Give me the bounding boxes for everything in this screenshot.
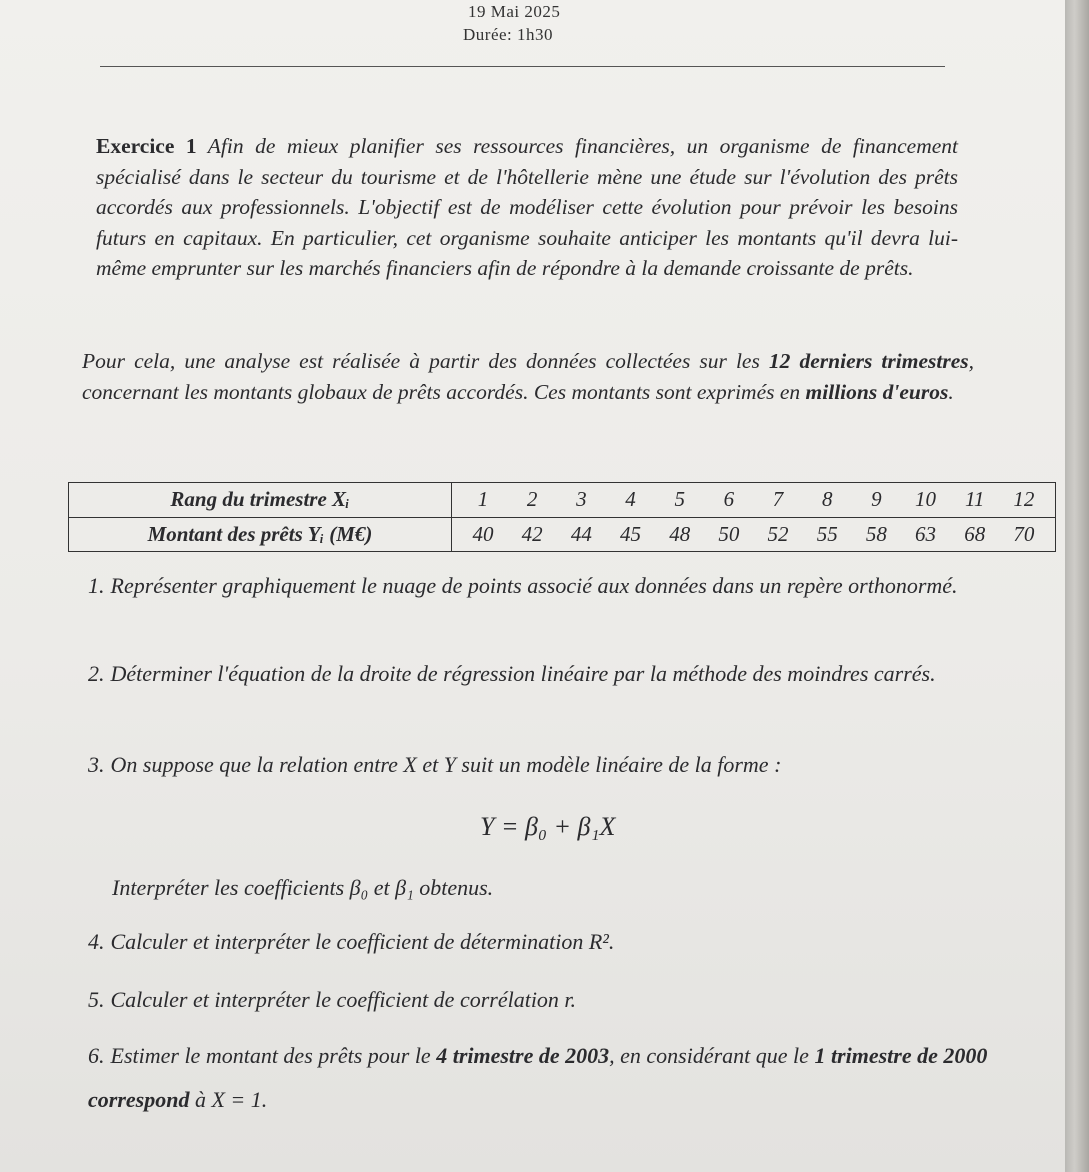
question-6: 6. Estimer le montant des prêts pour le 4 trimestre de 2003, en considérant que le 1 trimestre de 2000 correspond à X = 1. — [88, 1043, 988, 1112]
header-rule — [100, 66, 945, 67]
highlight-12-trimestres: 12 derniers trimestres — [768, 349, 969, 373]
table-row-x — [69, 483, 1056, 518]
y-cell: 48 — [669, 521, 691, 546]
highlight-1-trimestre-2000: 1 trimestre de 2000 correspond — [88, 1043, 988, 1112]
x-cell: 10 — [915, 487, 937, 512]
intro-paragraph-2: Pour cela, une analyse est réalisée à partir des données collectées sur les 12 derniers trimestres, concernant les montants globaux de prêts accordés. Ces montants sont exprimés en millions d'euros. — [82, 349, 974, 404]
question-5: 5. Calculer et interpréter le coefficient de corrélation r. — [88, 987, 577, 1012]
x-cell: 11 — [964, 487, 985, 512]
highlight-millions: millions d'euros — [805, 379, 949, 404]
x-cell: 8 — [821, 487, 833, 512]
question-2: 2. Déterminer l'équation de la droite de régression linéaire par la méthode des moindres carrés. — [88, 661, 936, 686]
y-cell: 50 — [718, 521, 740, 546]
question-3: 3. On suppose que la relation entre X et Y suit un modèle linéaire de la forme : — [88, 752, 782, 777]
table-row-y — [69, 517, 1056, 552]
x-cell: 3 — [576, 487, 587, 512]
y-cell: 63 — [915, 521, 937, 546]
x-cell: 7 — [772, 487, 784, 512]
exam-duration: Durée: 1h30 — [463, 25, 554, 44]
x-cell: 9 — [871, 487, 882, 512]
x-cell: 12 — [1013, 487, 1035, 512]
x-cell: 4 — [625, 487, 636, 512]
y-cell: 55 — [816, 521, 838, 546]
highlight-4-trimestre-2003: 4 trimestre de 2003 — [436, 1043, 610, 1068]
x-cell: 1 — [477, 487, 489, 512]
question-3-interpretation: Interpréter les coefficients β₀ et β₁ obtenus. — [112, 875, 494, 900]
question-1: 1. Représenter graphiquement le nuage de points associé aux données dans un repère orthonormé. — [88, 573, 958, 598]
exercise-intro — [96, 131, 958, 284]
question-4: 4. Calculer et interpréter le coefficient de détermination R². — [88, 929, 615, 954]
y-cell: 68 — [964, 521, 986, 546]
regression-equation: Y = β₀ + β₁X — [480, 812, 616, 841]
y-cell: 52 — [767, 521, 789, 546]
y-cell: 70 — [1013, 521, 1035, 546]
row-label-x: Rang du trimestre Xᵢ — [69, 483, 452, 518]
x-cell: 5 — [674, 487, 685, 512]
y-cell: 42 — [521, 521, 543, 546]
exam-date: 19 Mai 2025 — [468, 2, 561, 21]
exercise-title: Exercice 1 — [96, 134, 197, 158]
x-cell: 2 — [526, 487, 538, 512]
y-values — [458, 522, 1049, 547]
y-cell: 44 — [570, 521, 592, 546]
data-table — [68, 482, 1056, 552]
y-cell: 45 — [620, 521, 642, 546]
x-values — [458, 487, 1049, 512]
row-label-y: Montant des prêts Yᵢ (M€) — [69, 517, 452, 552]
intro-paragraph-1: Afin de mieux planifier ses ressources financières, un organisme de financement spécialisé dans le secteur du tourisme et de l'hôtellerie mène une étude sur l'évolution des prêts accordés aux professionnels. L'objectif est de modéliser cette évolution pour prévoir les besoins futurs en capitaux. En particulier, cet organisme souhaite anticiper les montants qu'il devra lui-même emprunter sur les marchés financiers afin de répondre à la demande croissante de prêts. — [96, 134, 958, 281]
y-cell: 40 — [472, 521, 494, 546]
x-cell: 6 — [723, 487, 735, 512]
desk-edge — [1065, 0, 1089, 1172]
y-cell: 58 — [865, 521, 887, 546]
